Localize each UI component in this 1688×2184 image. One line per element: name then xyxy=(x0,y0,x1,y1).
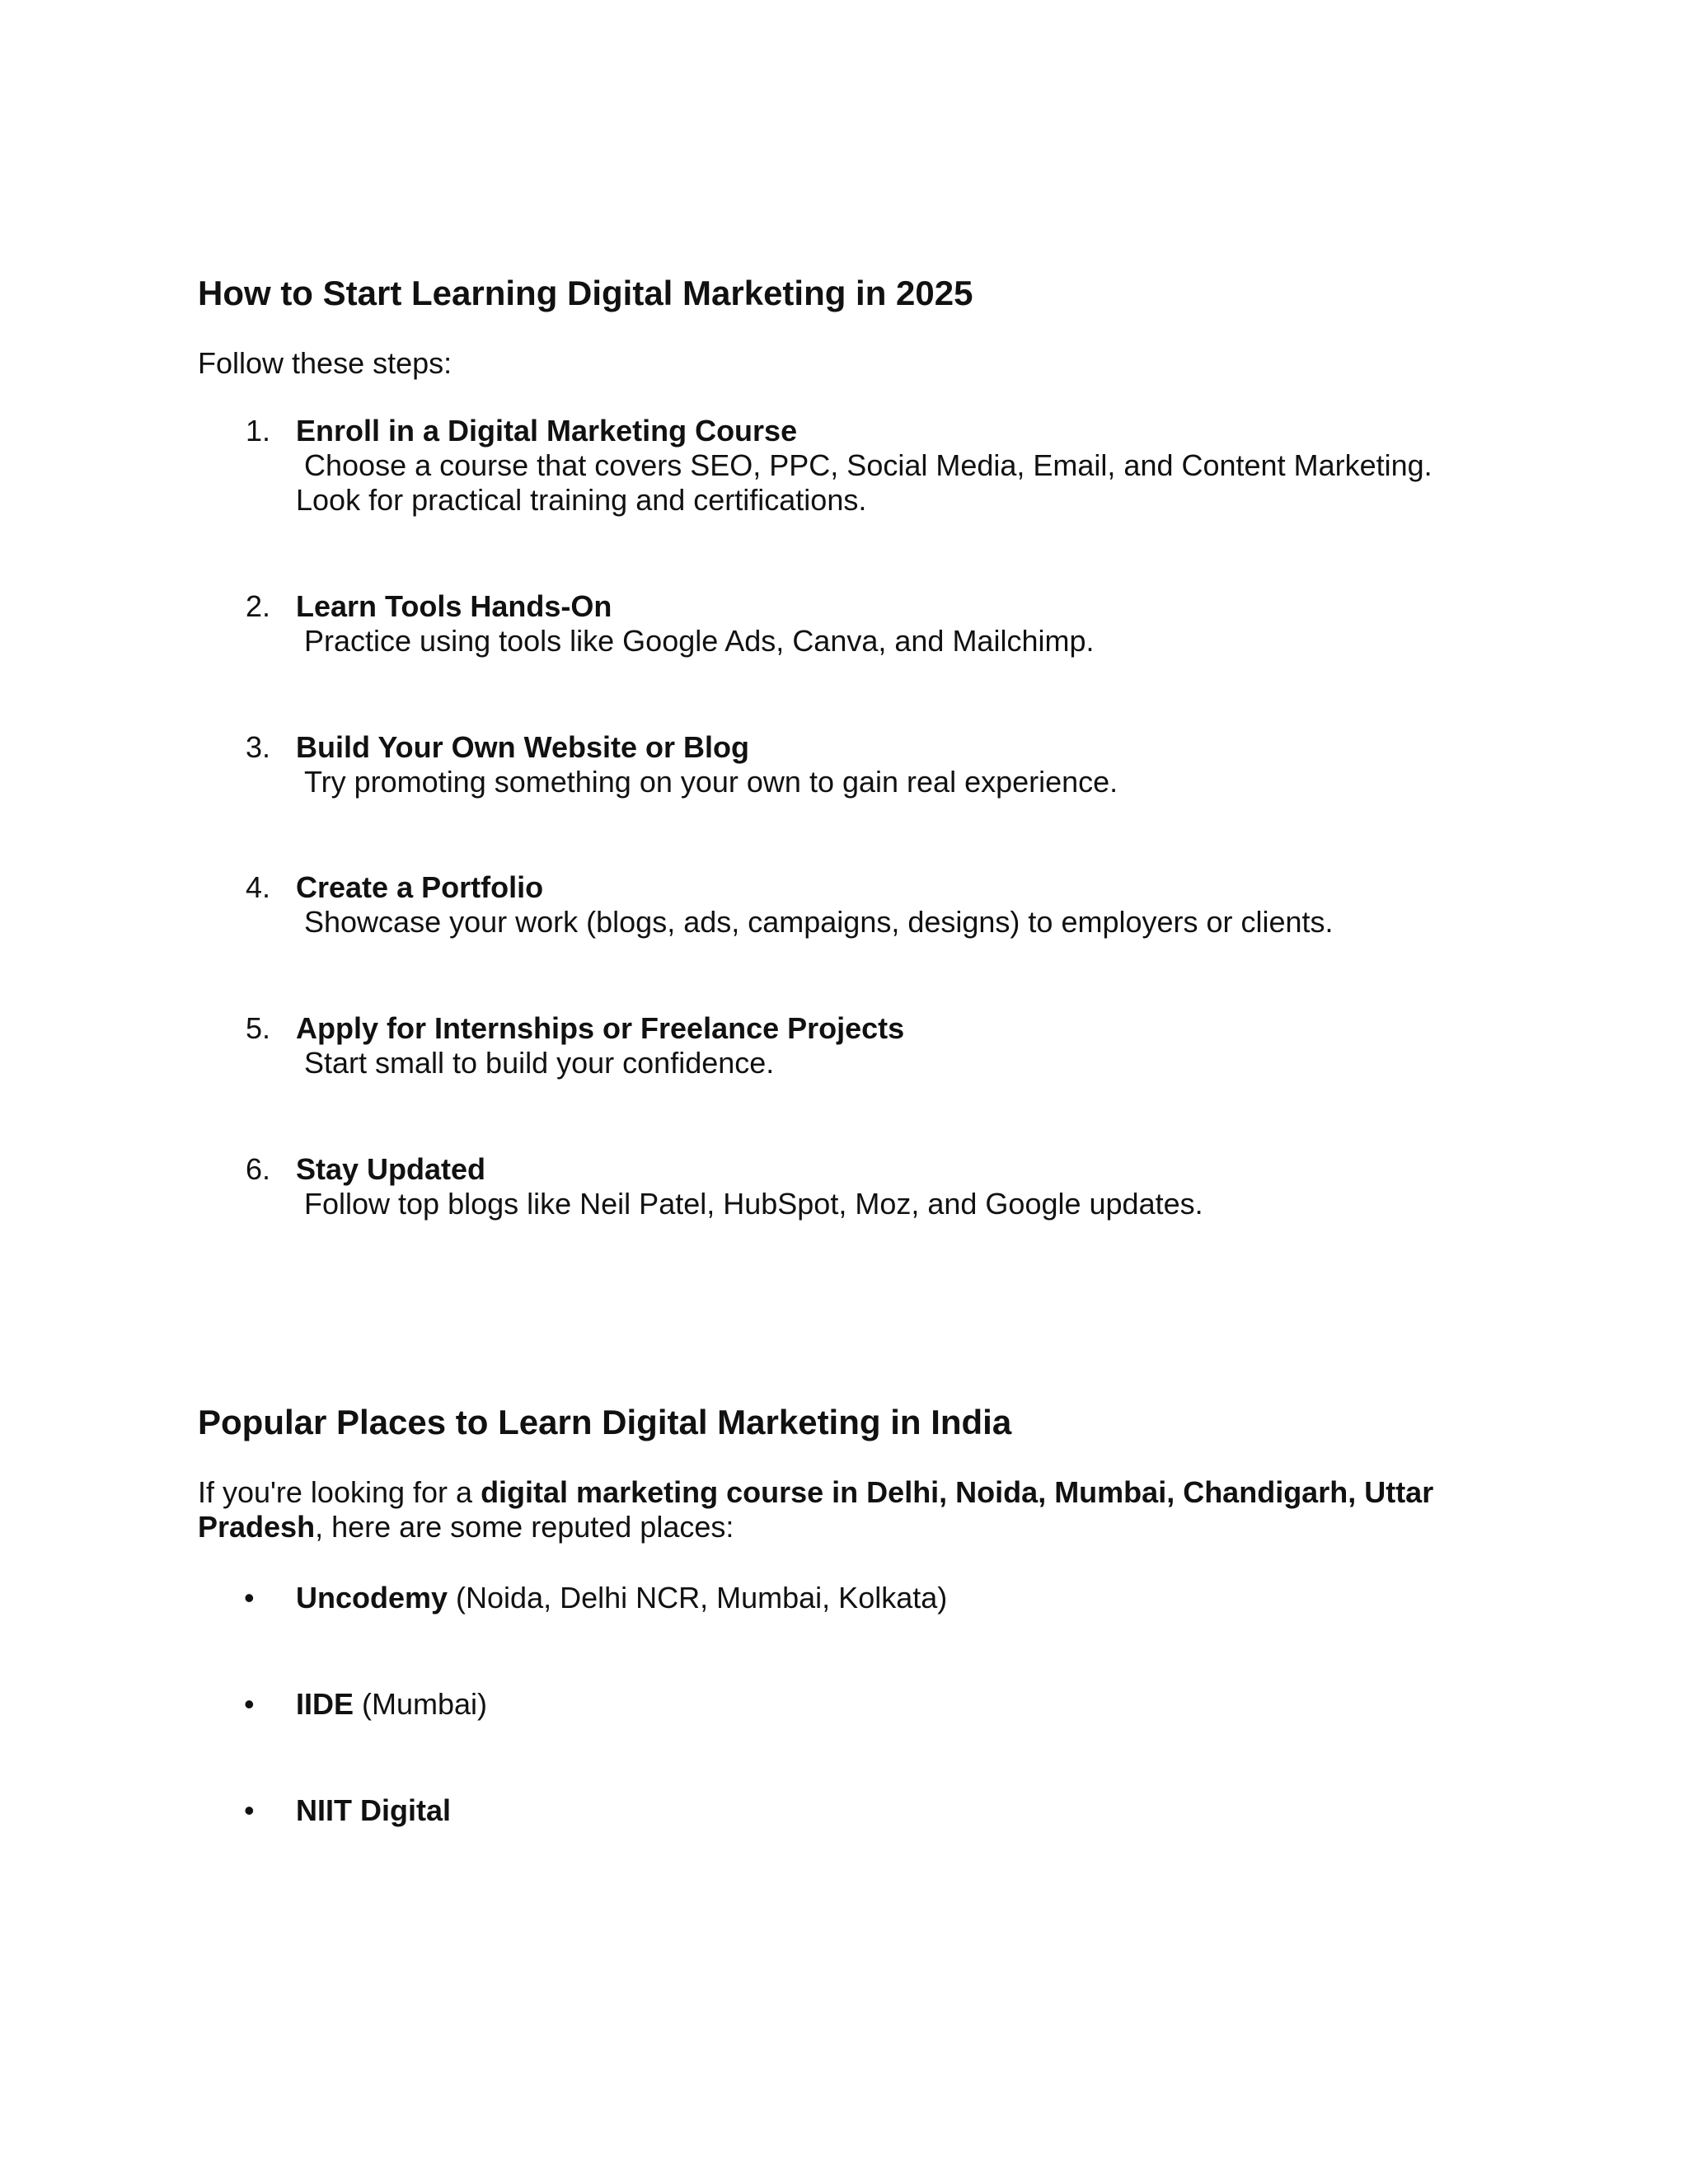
step-description: Practice using tools like Google Ads, Canva, and Mailchimp. xyxy=(304,624,1095,658)
places-intro-suffix: , here are some reputed places: xyxy=(315,1510,734,1544)
place-location: (Mumbai) xyxy=(354,1687,488,1721)
places-intro-prefix: If you're looking for a xyxy=(198,1475,481,1509)
place-name: IIDE xyxy=(296,1687,354,1721)
places-intro xyxy=(198,1475,1500,1544)
step-description: Choose a course that covers SEO, PPC, Social Media, Email, and Content Marketing. Look for practical training and certifications. xyxy=(296,448,1432,517)
place-name: Uncodemy xyxy=(296,1581,448,1615)
step-number: 5. xyxy=(246,1011,271,1045)
step-number: 6. xyxy=(246,1152,271,1186)
step-description: Showcase your work (blogs, ads, campaigns, designs) to employers or clients. xyxy=(304,905,1334,939)
step-title: Build Your Own Website or Blog xyxy=(296,730,750,764)
step-title: Stay Updated xyxy=(296,1152,486,1186)
place-name: NIIT Digital xyxy=(296,1793,451,1827)
step-description: Try promoting something on your own to gain real experience. xyxy=(304,765,1118,799)
step-title: Create a Portfolio xyxy=(296,870,544,904)
steps-intro: Follow these steps: xyxy=(198,346,452,380)
step-number: 1. xyxy=(246,414,271,448)
step-description: Follow top blogs like Neil Patel, HubSpot, Moz, and Google updates. xyxy=(304,1187,1203,1221)
place-location: (Noida, Delhi NCR, Mumbai, Kolkata) xyxy=(448,1581,948,1615)
step-number: 3. xyxy=(246,730,271,764)
step-title: Apply for Internships or Freelance Projects xyxy=(296,1011,905,1045)
places-intro-bold: digital marketing course in Delhi, Noida, Mumbai, Chandigarh, Uttar Pradesh xyxy=(198,1475,1434,1544)
step-number: 2. xyxy=(246,589,271,623)
bullet-icon: • xyxy=(244,1793,255,1827)
step-number: 4. xyxy=(246,870,271,904)
bullet-icon: • xyxy=(244,1687,255,1721)
step-title: Enroll in a Digital Marketing Course xyxy=(296,414,798,448)
bullet-icon: • xyxy=(244,1581,255,1615)
section-heading-learning: How to Start Learning Digital Marketing in 2025 xyxy=(198,274,973,312)
step-title: Learn Tools Hands-On xyxy=(296,589,612,623)
section-heading-places: Popular Places to Learn Digital Marketing in India xyxy=(198,1403,1012,1441)
step-description: Start small to build your confidence. xyxy=(304,1046,775,1080)
